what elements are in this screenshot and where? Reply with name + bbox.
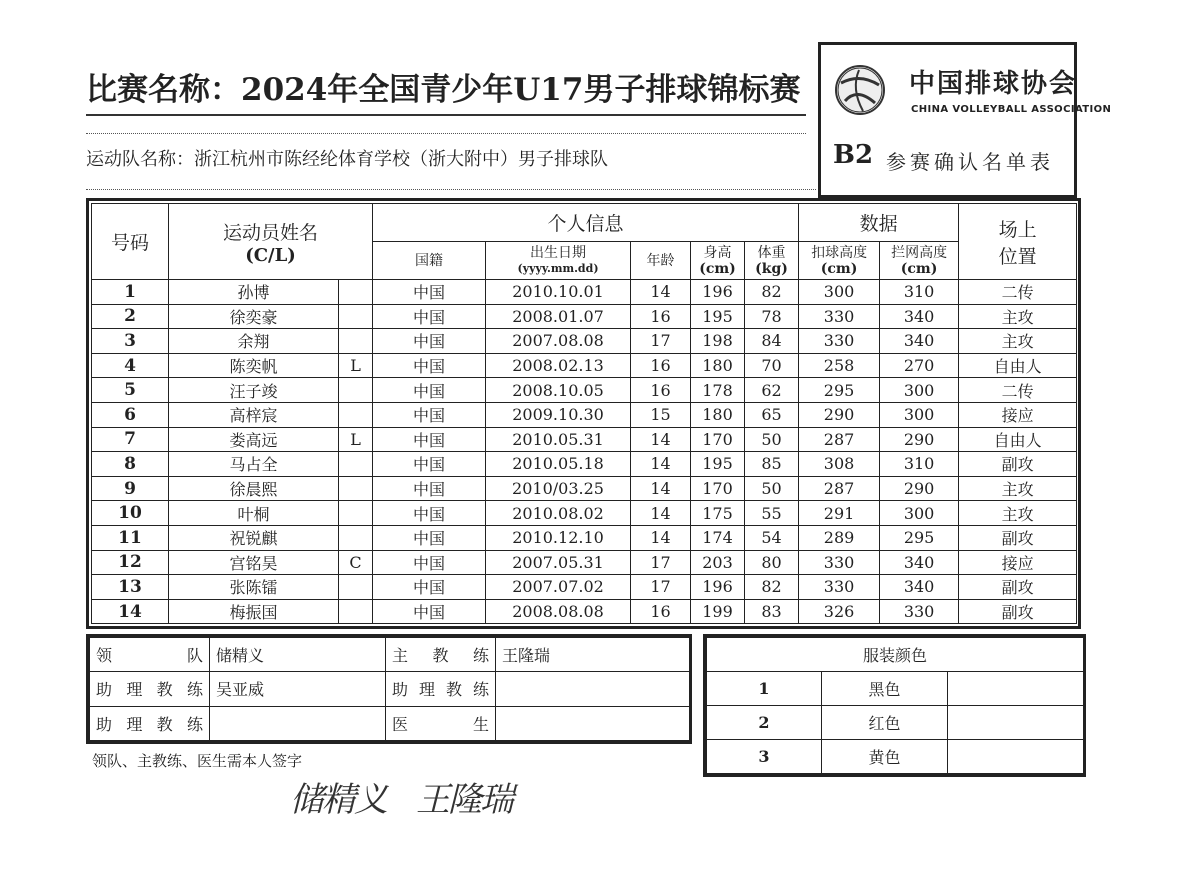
a2-b: 理 xyxy=(418,680,435,700)
player-position: 接应 xyxy=(959,550,1077,575)
player-position: 副攻 xyxy=(959,599,1077,624)
header-name-label: 运动员姓名 xyxy=(223,221,319,244)
player-age: 16 xyxy=(631,378,691,403)
player-age: 14 xyxy=(631,476,691,501)
signature-head-coach: 王隆瑞 xyxy=(416,780,512,820)
player-dob: 2008.02.13 xyxy=(486,353,631,378)
header-age: 年龄 xyxy=(631,242,691,280)
a2-c: 教 xyxy=(445,680,462,700)
a1-d: 练 xyxy=(186,680,203,700)
player-position: 主攻 xyxy=(959,476,1077,501)
player-weight: 82 xyxy=(745,280,799,305)
table-row xyxy=(92,304,1077,329)
player-block: 340 xyxy=(880,550,959,575)
header-spike xyxy=(799,242,880,280)
table-row xyxy=(92,329,1077,354)
header-personal: 个人信息 xyxy=(373,204,799,242)
player-role: C xyxy=(339,550,373,575)
player-age: 14 xyxy=(631,452,691,477)
player-height: 199 xyxy=(691,599,745,624)
player-age: 16 xyxy=(631,599,691,624)
player-spike: 330 xyxy=(799,304,880,329)
player-block: 300 xyxy=(880,378,959,403)
player-number: 5 xyxy=(92,378,169,403)
dr-a: 医 xyxy=(392,714,409,734)
signature-leader: 储精义 xyxy=(290,780,386,820)
player-weight: 70 xyxy=(745,353,799,378)
player-role xyxy=(339,452,373,477)
player-age: 16 xyxy=(631,304,691,329)
player-age: 15 xyxy=(631,402,691,427)
player-number: 8 xyxy=(92,452,169,477)
header-block-label: 拦网高度 xyxy=(891,244,948,261)
player-spike: 290 xyxy=(799,402,880,427)
hc-c: 练 xyxy=(472,646,489,666)
leader-label xyxy=(96,643,203,666)
table-row xyxy=(92,525,1077,550)
player-weight: 83 xyxy=(745,599,799,624)
player-age: 14 xyxy=(631,427,691,452)
table-row xyxy=(92,402,1077,427)
player-position: 主攻 xyxy=(959,501,1077,526)
player-dob: 2010.12.10 xyxy=(486,525,631,550)
uniform-extra-3 xyxy=(948,740,1084,774)
player-dob: 2007.08.08 xyxy=(486,329,631,354)
head-coach-label-cell xyxy=(386,638,496,672)
player-height: 203 xyxy=(691,550,745,575)
player-position: 自由人 xyxy=(959,353,1077,378)
player-name: 徐晨熙 xyxy=(169,476,339,501)
uniform-table-frame xyxy=(703,634,1086,777)
player-dob: 2008.10.05 xyxy=(486,378,631,403)
player-position: 主攻 xyxy=(959,329,1077,354)
player-weight: 62 xyxy=(745,378,799,403)
player-nationality: 中国 xyxy=(373,525,486,550)
player-role xyxy=(339,329,373,354)
team-name: 运动队名称：浙江杭州市陈经纶体育学校（浙大附中）男子排球队 xyxy=(86,149,608,170)
player-weight: 85 xyxy=(745,452,799,477)
player-weight: 50 xyxy=(745,476,799,501)
player-number: 12 xyxy=(92,550,169,575)
player-age: 17 xyxy=(631,575,691,600)
competition-title: 比赛名称：2024年全国青少年U17男子排球锦标赛 xyxy=(86,70,806,116)
a3-d: 练 xyxy=(186,714,203,734)
asst3-label xyxy=(96,712,203,735)
header-height-unit: (cm) xyxy=(699,260,736,277)
player-role xyxy=(339,525,373,550)
player-spike: 330 xyxy=(799,329,880,354)
player-role xyxy=(339,476,373,501)
player-name: 张陈镭 xyxy=(169,575,339,600)
player-spike: 308 xyxy=(799,452,880,477)
a1-c: 教 xyxy=(156,680,173,700)
player-nationality: 中国 xyxy=(373,476,486,501)
header-name xyxy=(169,204,373,280)
player-nationality: 中国 xyxy=(373,452,486,477)
header-height xyxy=(691,242,745,280)
player-age: 14 xyxy=(631,501,691,526)
player-spike: 326 xyxy=(799,599,880,624)
player-dob: 2008.08.08 xyxy=(486,599,631,624)
header-data: 数据 xyxy=(799,204,959,242)
player-spike: 287 xyxy=(799,476,880,501)
player-height: 196 xyxy=(691,575,745,600)
player-spike: 330 xyxy=(799,550,880,575)
header-weight xyxy=(745,242,799,280)
player-number: 13 xyxy=(92,575,169,600)
player-weight: 84 xyxy=(745,329,799,354)
player-number: 14 xyxy=(92,599,169,624)
player-nationality: 中国 xyxy=(373,353,486,378)
asst1-label xyxy=(96,677,203,700)
player-nationality: 中国 xyxy=(373,280,486,305)
player-height: 195 xyxy=(691,452,745,477)
leader-label-a: 领 xyxy=(96,646,113,666)
player-role xyxy=(339,599,373,624)
player-nationality: 中国 xyxy=(373,378,486,403)
a2-d: 练 xyxy=(472,680,489,700)
player-block: 300 xyxy=(880,501,959,526)
a2-a: 助 xyxy=(392,680,409,700)
player-name: 叶桐 xyxy=(169,501,339,526)
signature-note: 领队、主教练、医生需本人签字 xyxy=(92,752,303,770)
player-role: L xyxy=(339,353,373,378)
header-height-label: 身高 xyxy=(703,244,732,261)
player-age: 14 xyxy=(631,525,691,550)
doctor-label-cell xyxy=(386,706,496,740)
player-name: 高梓宸 xyxy=(169,402,339,427)
player-position: 自由人 xyxy=(959,427,1077,452)
player-number: 2 xyxy=(92,304,169,329)
player-number: 3 xyxy=(92,329,169,354)
player-name: 陈奕帆 xyxy=(169,353,339,378)
player-height: 170 xyxy=(691,427,745,452)
asst3-label-cell xyxy=(90,706,210,740)
player-height: 180 xyxy=(691,402,745,427)
player-weight: 54 xyxy=(745,525,799,550)
roster-table xyxy=(91,203,1077,624)
player-spike: 300 xyxy=(799,280,880,305)
player-height: 178 xyxy=(691,378,745,403)
head-coach-label xyxy=(392,643,489,666)
header-position xyxy=(959,204,1077,280)
header-name-sub: (C/L) xyxy=(245,244,296,266)
a3-c: 教 xyxy=(156,714,173,734)
association-name-en: CHINA VOLLEYBALL ASSOCIATION xyxy=(911,104,1112,115)
player-weight: 82 xyxy=(745,575,799,600)
player-name: 徐奕豪 xyxy=(169,304,339,329)
player-block: 340 xyxy=(880,575,959,600)
player-role xyxy=(339,575,373,600)
hc-b: 教 xyxy=(432,646,449,666)
header-block-unit: (cm) xyxy=(900,260,938,277)
player-nationality: 中国 xyxy=(373,427,486,452)
player-name: 祝锐麒 xyxy=(169,525,339,550)
a1-a: 助 xyxy=(96,680,113,700)
uniform-color-1: 黑色 xyxy=(822,672,948,706)
staff-table-frame xyxy=(86,634,692,744)
form-code: B2 xyxy=(833,140,874,170)
uniform-extra-2 xyxy=(948,706,1084,740)
uniform-no-1: 1 xyxy=(707,672,822,706)
player-spike: 287 xyxy=(799,427,880,452)
player-role xyxy=(339,501,373,526)
player-weight: 65 xyxy=(745,402,799,427)
player-block: 310 xyxy=(880,280,959,305)
a3-a: 助 xyxy=(96,714,113,734)
player-weight: 55 xyxy=(745,501,799,526)
player-position: 接应 xyxy=(959,402,1077,427)
leader-value: 储精义 xyxy=(210,638,386,672)
player-dob: 2010.08.02 xyxy=(486,501,631,526)
logo-box xyxy=(818,42,1112,198)
player-number: 7 xyxy=(92,427,169,452)
player-role xyxy=(339,378,373,403)
divider xyxy=(86,189,816,190)
leader-label-b: 队 xyxy=(186,646,203,666)
header-number: 号码 xyxy=(92,204,169,280)
player-block: 310 xyxy=(880,452,959,477)
uniform-extra-1 xyxy=(948,672,1084,706)
player-block: 340 xyxy=(880,329,959,354)
player-block: 300 xyxy=(880,402,959,427)
player-dob: 2007.05.31 xyxy=(486,550,631,575)
hc-a: 主 xyxy=(392,646,409,666)
header-weight-unit: (kg) xyxy=(755,260,788,277)
roster-body xyxy=(92,280,1077,624)
head-coach-value: 王隆瑞 xyxy=(496,638,690,672)
player-spike: 258 xyxy=(799,353,880,378)
player-position: 副攻 xyxy=(959,452,1077,477)
table-row xyxy=(92,427,1077,452)
header-dob-label: 出生日期 xyxy=(530,244,587,261)
player-spike: 289 xyxy=(799,525,880,550)
player-dob: 2009.10.30 xyxy=(486,402,631,427)
player-nationality: 中国 xyxy=(373,550,486,575)
player-role xyxy=(339,304,373,329)
uniform-table xyxy=(706,637,1084,774)
player-dob: 2010/03.25 xyxy=(486,476,631,501)
table-row xyxy=(92,501,1077,526)
player-dob: 2010.05.31 xyxy=(486,427,631,452)
player-name: 马占全 xyxy=(169,452,339,477)
player-spike: 330 xyxy=(799,575,880,600)
player-block: 330 xyxy=(880,599,959,624)
table-row xyxy=(92,280,1077,305)
table-row xyxy=(92,575,1077,600)
player-name: 汪子竣 xyxy=(169,378,339,403)
table-row xyxy=(92,476,1077,501)
player-number: 1 xyxy=(92,280,169,305)
player-spike: 291 xyxy=(799,501,880,526)
player-name: 孙博 xyxy=(169,280,339,305)
table-row xyxy=(92,378,1077,403)
player-nationality: 中国 xyxy=(373,329,486,354)
staff-table xyxy=(89,637,690,741)
player-block: 340 xyxy=(880,304,959,329)
player-role xyxy=(339,280,373,305)
player-role xyxy=(339,402,373,427)
header-weight-label: 体重 xyxy=(757,244,786,261)
player-height: 175 xyxy=(691,501,745,526)
doctor-label xyxy=(392,712,489,735)
doctor-value xyxy=(496,706,690,740)
player-block: 270 xyxy=(880,353,959,378)
header-position-line1: 场上 xyxy=(998,218,1037,241)
asst2-label xyxy=(392,677,489,700)
player-name: 宫铭昊 xyxy=(169,550,339,575)
uniform-color-3: 黄色 xyxy=(822,740,948,774)
signatures xyxy=(290,772,512,821)
player-block: 290 xyxy=(880,427,959,452)
player-height: 196 xyxy=(691,280,745,305)
player-age: 14 xyxy=(631,280,691,305)
player-number: 9 xyxy=(92,476,169,501)
a1-b: 理 xyxy=(126,680,143,700)
header-spike-unit: (cm) xyxy=(820,260,858,277)
header-position-line2: 位置 xyxy=(998,245,1037,268)
uniform-title: 服装颜色 xyxy=(707,638,1084,672)
player-height: 180 xyxy=(691,353,745,378)
header-nationality: 国籍 xyxy=(373,242,486,280)
player-dob: 2010.10.01 xyxy=(486,280,631,305)
player-name: 梅振国 xyxy=(169,599,339,624)
player-block: 295 xyxy=(880,525,959,550)
player-weight: 80 xyxy=(745,550,799,575)
player-spike: 295 xyxy=(799,378,880,403)
player-nationality: 中国 xyxy=(373,304,486,329)
header-dob xyxy=(486,242,631,280)
player-position: 副攻 xyxy=(959,575,1077,600)
header-spike-label: 扣球高度 xyxy=(811,244,868,261)
player-age: 17 xyxy=(631,550,691,575)
player-nationality: 中国 xyxy=(373,599,486,624)
divider xyxy=(86,133,806,134)
header-dob-format: (yyyy.mm.dd) xyxy=(517,261,599,275)
uniform-no-3: 3 xyxy=(707,740,822,774)
player-weight: 78 xyxy=(745,304,799,329)
a3-b: 理 xyxy=(126,714,143,734)
asst1-value: 吴亚威 xyxy=(210,672,386,706)
player-nationality: 中国 xyxy=(373,501,486,526)
player-dob: 2010.05.18 xyxy=(486,452,631,477)
player-age: 16 xyxy=(631,353,691,378)
player-weight: 50 xyxy=(745,427,799,452)
asst2-label-cell xyxy=(386,672,496,706)
uniform-no-2: 2 xyxy=(707,706,822,740)
dr-b: 生 xyxy=(472,714,489,734)
player-name: 余翔 xyxy=(169,329,339,354)
player-position: 主攻 xyxy=(959,304,1077,329)
player-number: 10 xyxy=(92,501,169,526)
player-number: 6 xyxy=(92,402,169,427)
form-name: 参赛确认名单表 xyxy=(886,150,1054,174)
player-height: 174 xyxy=(691,525,745,550)
player-nationality: 中国 xyxy=(373,575,486,600)
player-height: 198 xyxy=(691,329,745,354)
player-block: 290 xyxy=(880,476,959,501)
player-name: 娄高远 xyxy=(169,427,339,452)
player-dob: 2007.07.02 xyxy=(486,575,631,600)
header-block xyxy=(880,242,959,280)
player-age: 17 xyxy=(631,329,691,354)
player-role: L xyxy=(339,427,373,452)
table-row xyxy=(92,452,1077,477)
volleyball-icon xyxy=(835,65,885,115)
table-row xyxy=(92,353,1077,378)
uniform-color-2: 红色 xyxy=(822,706,948,740)
roster-table-frame xyxy=(86,198,1081,629)
table-row xyxy=(92,599,1077,624)
player-position: 二传 xyxy=(959,280,1077,305)
player-height: 195 xyxy=(691,304,745,329)
player-height: 170 xyxy=(691,476,745,501)
player-position: 副攻 xyxy=(959,525,1077,550)
asst2-value xyxy=(496,672,690,706)
player-nationality: 中国 xyxy=(373,402,486,427)
player-number: 11 xyxy=(92,525,169,550)
leader-label-cell xyxy=(90,638,210,672)
association-name-cn: 中国排球协会 xyxy=(909,69,1078,99)
player-number: 4 xyxy=(92,353,169,378)
asst1-label-cell xyxy=(90,672,210,706)
player-dob: 2008.01.07 xyxy=(486,304,631,329)
player-position: 二传 xyxy=(959,378,1077,403)
asst3-value xyxy=(210,706,386,740)
table-row xyxy=(92,550,1077,575)
